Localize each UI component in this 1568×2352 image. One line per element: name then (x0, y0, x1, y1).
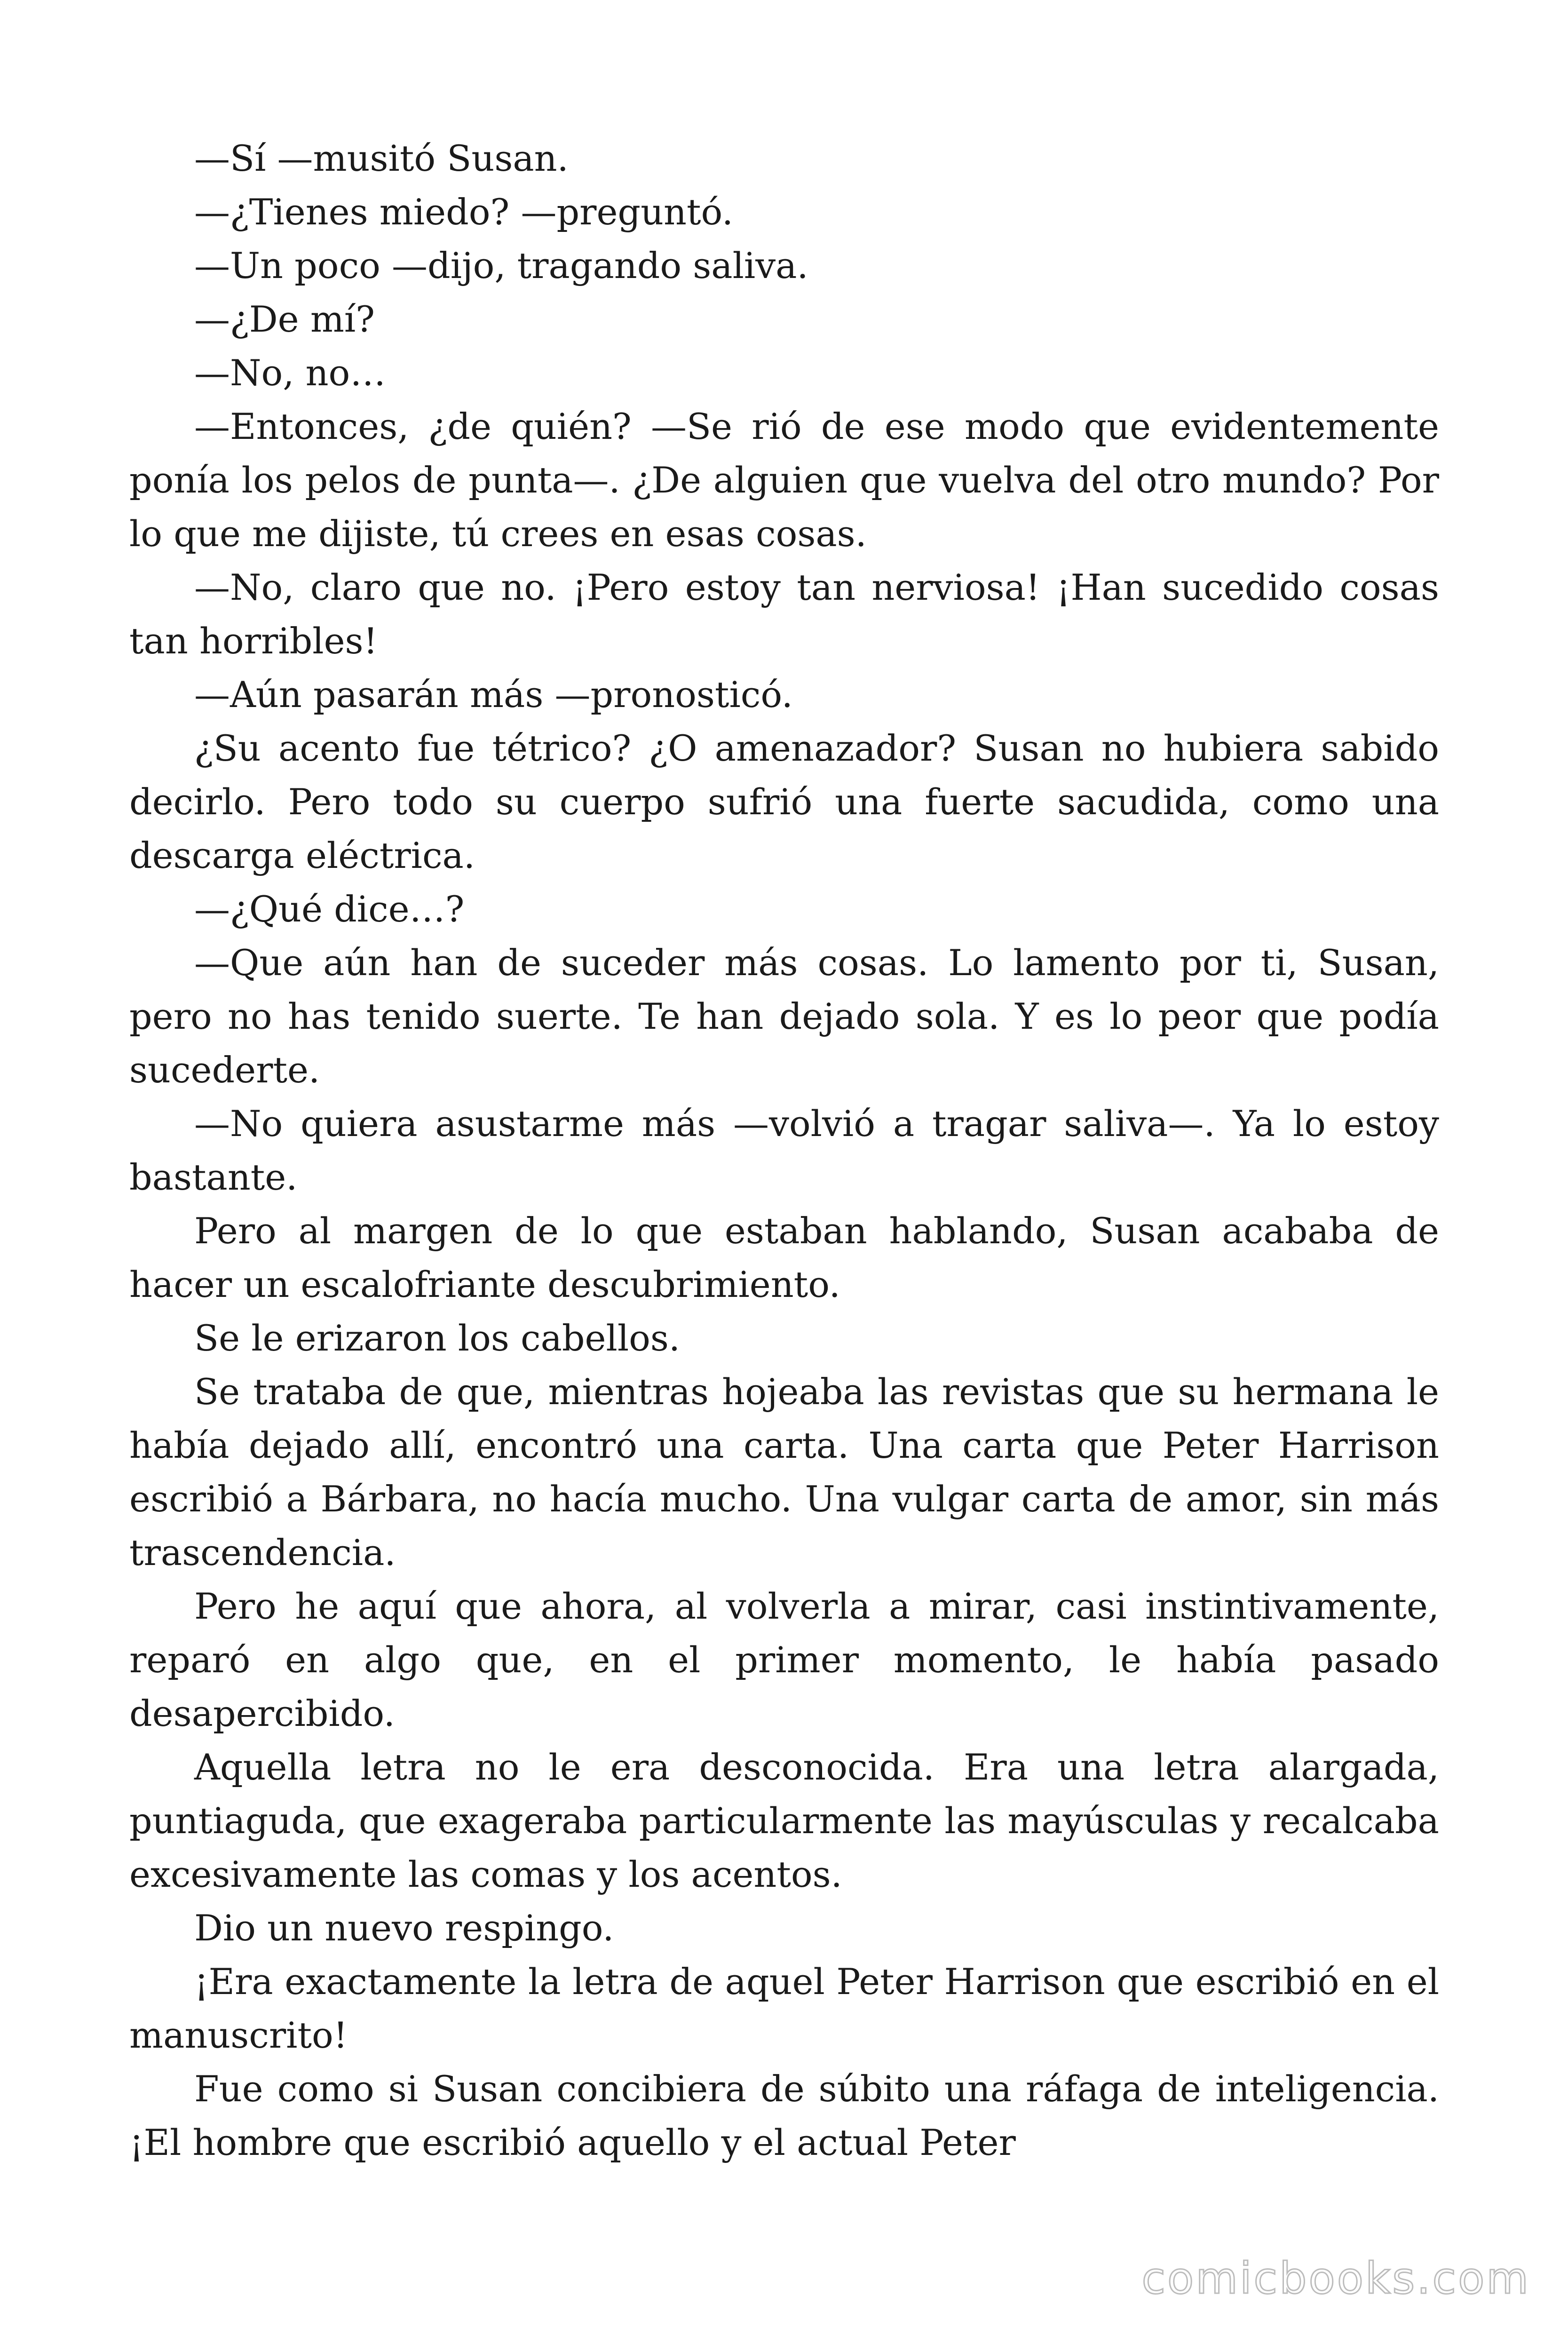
paragraph: —Entonces, ¿de quién? —Se rió de ese modo que evidentemente ponía los pelos de punta—. ¿De alguien que vuelva del otro mundo? Por lo que me dijiste, tú crees en esas cosas. (129, 405, 1439, 555)
paragraph: Se trataba de que, mientras hojeaba las revistas que su hermana le había dejado allí, encontró una carta. Una carta que Peter Harrison escribió a Bárbara, no hacía mucho. Una vulgar carta de amor, sin más trascendencia. (129, 1371, 1439, 1573)
paragraph: —¿Qué dice…? (194, 888, 465, 930)
paragraph: —¿De mí? (194, 298, 375, 340)
paragraph: Aquella letra no le era desconocida. Era una letra alargada, puntiaguda, que exageraba particularmente las mayúsculas y recalcaba excesivamente las comas y los acentos. (129, 1746, 1439, 1895)
paragraph: Dio un nuevo respingo. (194, 1907, 614, 1949)
paragraph: —¿Tienes miedo? —preguntó. (194, 191, 734, 233)
paragraph: Fue como si Susan concibiera de súbito una ráfaga de inteligencia. ¡El hombre que escribió aquello y el actual Peter (129, 2068, 1439, 2163)
paragraph: —No, claro que no. ¡Pero estoy tan nerviosa! ¡Han sucedido cosas tan horribles! (129, 566, 1439, 662)
watermark: comicbooks.com (1141, 2253, 1530, 2304)
paragraph: —No quiera asustarme más —volvió a tragar saliva—. Ya lo estoy bastante. (129, 1103, 1439, 1198)
paragraph: —Un poco —dijo, tragando saliva. (194, 245, 808, 286)
paragraph: ¡Era exactamente la letra de aquel Peter Harrison que escribió en el manuscrito! (129, 1961, 1439, 2056)
paragraph: —No, no… (194, 352, 386, 394)
paragraph: —Aún pasarán más —pronosticó. (194, 674, 793, 715)
paragraph: ¿Su acento fue tétrico? ¿O amenazador? Susan no hubiera sabido decirlo. Pero todo su cuerpo sufrió una fuerte sacudida, como una descarga eléctrica. (129, 727, 1439, 876)
paragraph: Se le erizaron los cabellos. (194, 1317, 681, 1359)
paragraph: —Que aún han de suceder más cosas. Lo lamento por ti, Susan, pero no has tenido suerte. Te han dejado sola. Y es lo peor que podía sucederte. (129, 942, 1439, 1091)
paragraph: Pero he aquí que ahora, al volverla a mirar, casi instintivamente, reparó en algo que, en el primer momento, le había pasado desapercibido. (129, 1585, 1439, 1734)
page-text (129, 132, 1439, 2169)
paragraph: —Sí —musitó Susan. (194, 137, 569, 179)
paragraph: Pero al margen de lo que estaban hablando, Susan acababa de hacer un escalofriante descubrimiento. (129, 1210, 1439, 1305)
